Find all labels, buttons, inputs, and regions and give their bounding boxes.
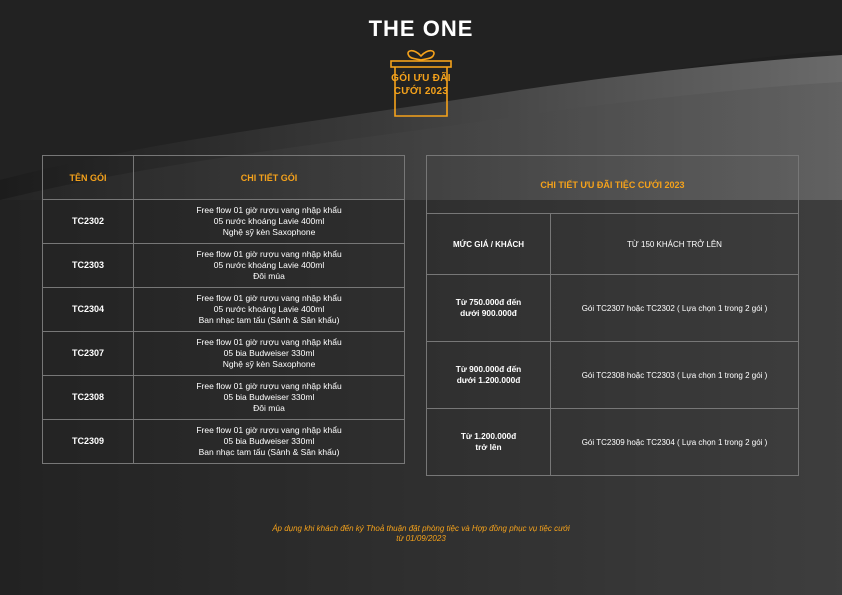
offer-package: Gói TC2308 hoặc TC2303 ( Lựa chọn 1 trong 2 gói ) bbox=[551, 342, 799, 409]
detail-line: Ban nhạc tam tấu (Sảnh & Sân khấu) bbox=[198, 447, 340, 457]
package-code: TC2303 bbox=[43, 244, 134, 288]
package-code: TC2302 bbox=[43, 200, 134, 244]
detail-line: Free flow 01 giờ rượu vang nhập khẩu bbox=[196, 425, 342, 435]
package-details bbox=[134, 420, 405, 464]
offers-title: CHI TIẾT ƯU ĐÃI TIỆC CƯỚI 2023 bbox=[427, 156, 799, 214]
header-price-per-guest: MỨC GIÁ / KHÁCH bbox=[427, 214, 551, 275]
gift-box-icon bbox=[389, 48, 453, 120]
header-package-name: TÊN GÓI bbox=[43, 156, 134, 200]
price-line: Từ 1.200.000đ bbox=[460, 431, 517, 441]
detail-line: 05 nước khoáng Lavie 400ml bbox=[213, 304, 325, 314]
detail-line: Free flow 01 giờ rượu vang nhập khẩu bbox=[196, 205, 342, 215]
detail-line: 05 nước khoáng Lavie 400ml bbox=[213, 216, 325, 226]
brand-logo: THE ONE bbox=[368, 16, 474, 41]
price-line: dưới 900.000đ bbox=[460, 308, 517, 318]
table-row bbox=[43, 200, 405, 244]
detail-line: Free flow 01 giờ rượu vang nhập khẩu bbox=[196, 293, 342, 303]
header-guest-count: TỪ 150 KHÁCH TRỞ LÊN bbox=[551, 214, 799, 275]
table-row bbox=[427, 342, 799, 409]
price-line: trở lên bbox=[475, 442, 502, 452]
price-line: dưới 1.200.000đ bbox=[456, 375, 521, 385]
footer-line1: Áp dụng khi khách đến ký Thoả thuận đặt phòng tiệc và Hợp đồng phục vụ tiệc cưới bbox=[272, 524, 570, 533]
package-details bbox=[134, 288, 405, 332]
detail-line: Đôi múa bbox=[253, 403, 285, 413]
packages-header-row bbox=[43, 156, 405, 200]
detail-line: Free flow 01 giờ rượu vang nhập khẩu bbox=[196, 337, 342, 347]
table-row bbox=[43, 244, 405, 288]
price-line: Từ 900.000đ đến bbox=[455, 364, 522, 374]
package-code: TC2309 bbox=[43, 420, 134, 464]
detail-line: 05 bia Budweiser 330ml bbox=[223, 392, 315, 402]
packages-table bbox=[42, 155, 405, 464]
price-range bbox=[427, 275, 551, 342]
detail-line: Ban nhạc tam tấu (Sảnh & Sân khấu) bbox=[198, 315, 340, 325]
table-row bbox=[43, 332, 405, 376]
package-code: TC2307 bbox=[43, 332, 134, 376]
detail-line: Nghệ sỹ kèn Saxophone bbox=[222, 359, 316, 369]
package-details bbox=[134, 200, 405, 244]
package-details bbox=[134, 376, 405, 420]
offers-subheader-row bbox=[427, 214, 799, 275]
offers-table bbox=[426, 155, 799, 476]
package-code: TC2308 bbox=[43, 376, 134, 420]
header-package-details: CHI TIẾT GÓI bbox=[134, 156, 405, 200]
footer-note bbox=[0, 524, 842, 544]
table-row bbox=[427, 409, 799, 476]
detail-line: Đôi múa bbox=[253, 271, 285, 281]
offer-package: Gói TC2307 hoặc TC2302 ( Lựa chọn 1 trong 2 gói ) bbox=[551, 275, 799, 342]
package-details bbox=[134, 332, 405, 376]
detail-line: Free flow 01 giờ rượu vang nhập khẩu bbox=[196, 249, 342, 259]
table-row bbox=[43, 288, 405, 332]
detail-line: 05 bia Budweiser 330ml bbox=[223, 436, 315, 446]
gift-badge bbox=[389, 48, 453, 120]
package-code: TC2304 bbox=[43, 288, 134, 332]
price-range bbox=[427, 409, 551, 476]
price-line: Từ 750.000đ đến bbox=[455, 297, 522, 307]
package-details bbox=[134, 244, 405, 288]
table-row bbox=[43, 376, 405, 420]
offers-title-row bbox=[427, 156, 799, 214]
table-row bbox=[427, 275, 799, 342]
offer-package: Gói TC2309 hoặc TC2304 ( Lựa chọn 1 trong 2 gói ) bbox=[551, 409, 799, 476]
badge-line1: GÓI ƯU ĐÃI bbox=[391, 73, 451, 84]
detail-line: Free flow 01 giờ rượu vang nhập khẩu bbox=[196, 381, 342, 391]
footer-line2: từ 01/09/2023 bbox=[396, 534, 446, 543]
badge-line2: CƯỚI 2023 bbox=[393, 86, 449, 97]
detail-line: Nghệ sỹ kèn Saxophone bbox=[222, 227, 316, 237]
table-row bbox=[43, 420, 405, 464]
detail-line: 05 bia Budweiser 330ml bbox=[223, 348, 315, 358]
detail-line: 05 nước khoáng Lavie 400ml bbox=[213, 260, 325, 270]
price-range bbox=[427, 342, 551, 409]
